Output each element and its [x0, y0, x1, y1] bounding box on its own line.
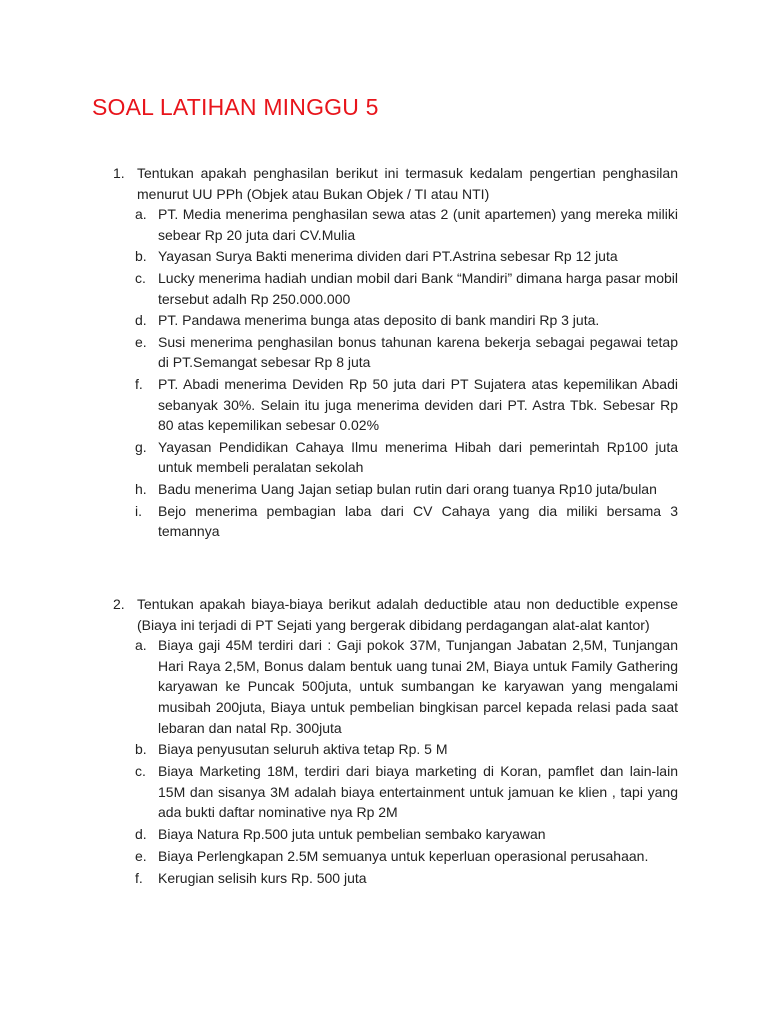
item-letter: c. — [135, 763, 146, 780]
item-letter: b. — [135, 741, 147, 758]
page-title: SOAL LATIHAN MINGGU 5 — [92, 94, 379, 120]
question-items-list — [113, 635, 678, 888]
item-text: Yayasan Surya Bakti menerima dividen dari PT.Astrina sebesar Rp 12 juta — [158, 248, 618, 265]
item-text: Kerugian selisih kurs Rp. 500 juta — [158, 869, 367, 886]
list-item — [113, 846, 678, 867]
item-letter: b. — [135, 248, 147, 265]
question-1 — [113, 163, 678, 543]
item-text: Biaya penyusutan seluruh aktiva tetap Rp. 5 M — [158, 741, 448, 758]
list-item — [113, 479, 678, 500]
item-letter: h. — [135, 480, 147, 497]
item-letter: f. — [135, 375, 143, 392]
item-text: Lucky menerima hadiah undian mobil dari Bank “Mandiri” dimana harga pasar mobil tersebut adalh Rp 250.000.000 — [158, 269, 678, 307]
list-item — [113, 310, 678, 331]
list-item — [113, 761, 678, 823]
item-letter: g. — [135, 438, 147, 455]
list-item — [113, 501, 678, 542]
list-item — [113, 635, 678, 738]
item-text: Biaya gaji 45M terdiri dari : Gaji pokok 37M, Tunjangan Jabatan 2,5M, Tunjangan Hari Raya 2,5M, Bonus dalam bentuk uang tunai 2M, Biaya untuk Family Gathering karyawan ke Puncak 500juta, untuk sumbangan ke karyawan yang mengalami musibah 200juta, Biaya untuk pembelian bingkisan parcel kepada relasi pada saat lebaran dan natal Rp. 300juta — [158, 637, 678, 736]
item-text: PT. Pandawa menerima bunga atas deposito di bank mandiri Rp 3 juta. — [158, 312, 600, 329]
item-letter: d. — [135, 312, 147, 329]
question-text: Tentukan apakah biaya-biaya berikut adalah deductible atau non deductible expense (Biaya ini terjadi di PT Sejati yang bergerak dibidang perdagangan alat-alat kantor) — [137, 596, 678, 633]
question-number: 1. — [113, 165, 125, 181]
item-text: Susi menerima penghasilan bonus tahunan karena bekerja sebagai pegawai tetap di PT.Semangat sebesar Rp 8 juta — [158, 333, 678, 371]
item-text: Badu menerima Uang Jajan setiap bulan rutin dari orang tuanya Rp10 juta/bulan — [158, 480, 657, 497]
item-text: PT. Media menerima penghasilan sewa atas 2 (unit apartemen) yang mereka miliki sebear Rp 20 juta dari CV.Mulia — [158, 206, 678, 243]
item-letter: f. — [135, 869, 143, 886]
item-letter: a. — [135, 206, 147, 223]
list-item — [113, 332, 678, 373]
item-text: Biaya Perlengkapan 2.5M semuanya untuk keperluan operasional perusahaan. — [158, 847, 649, 864]
list-item — [113, 204, 678, 245]
item-text: PT. Abadi menerima Deviden Rp 50 juta dari PT Sujatera atas kepemilikan Abadi sebanyak 30%. Selain itu juga menerima deviden dari PT. Astra Tbk. Sebesar Rp 80 atas kepemilikan sebesar 0.02% — [158, 375, 678, 434]
question-number: 2. — [113, 596, 125, 612]
list-item — [113, 868, 678, 889]
question-text: Tentukan apakah penghasilan berikut ini termasuk kedalam pengertian penghasilan menurut UU PPh (Objek atau Bukan Objek / TI atau NTI) — [137, 165, 678, 202]
list-item — [113, 268, 678, 309]
item-text: Biaya Marketing 18M, terdiri dari biaya marketing di Koran, pamflet dan lain-lain 15M dan sisanya 3M adalah biaya entertainment untuk jamuan ke klien , tapi yang ada bukti daftar nominative nya Rp 2M — [158, 763, 678, 821]
item-letter: i. — [135, 502, 142, 519]
item-letter: d. — [135, 826, 147, 843]
list-item — [113, 824, 678, 845]
item-letter: e. — [135, 847, 147, 864]
question-2 — [113, 594, 678, 889]
list-item — [113, 374, 678, 436]
item-letter: c. — [135, 269, 146, 286]
question-items-list — [113, 204, 678, 542]
item-letter: a. — [135, 637, 147, 654]
item-text: Yayasan Pendidikan Cahaya Ilmu menerima Hibah dari pemerintah Rp100 juta untuk membeli peralatan sekolah — [158, 438, 678, 476]
list-item — [113, 739, 678, 760]
item-text: Biaya Natura Rp.500 juta untuk pembelian sembako karyawan — [158, 826, 546, 843]
list-item — [113, 246, 678, 267]
item-letter: e. — [135, 333, 147, 350]
item-text: Bejo menerima pembagian laba dari CV Cahaya yang dia miliki bersama 3 temannya — [158, 502, 678, 540]
list-item — [113, 437, 678, 478]
